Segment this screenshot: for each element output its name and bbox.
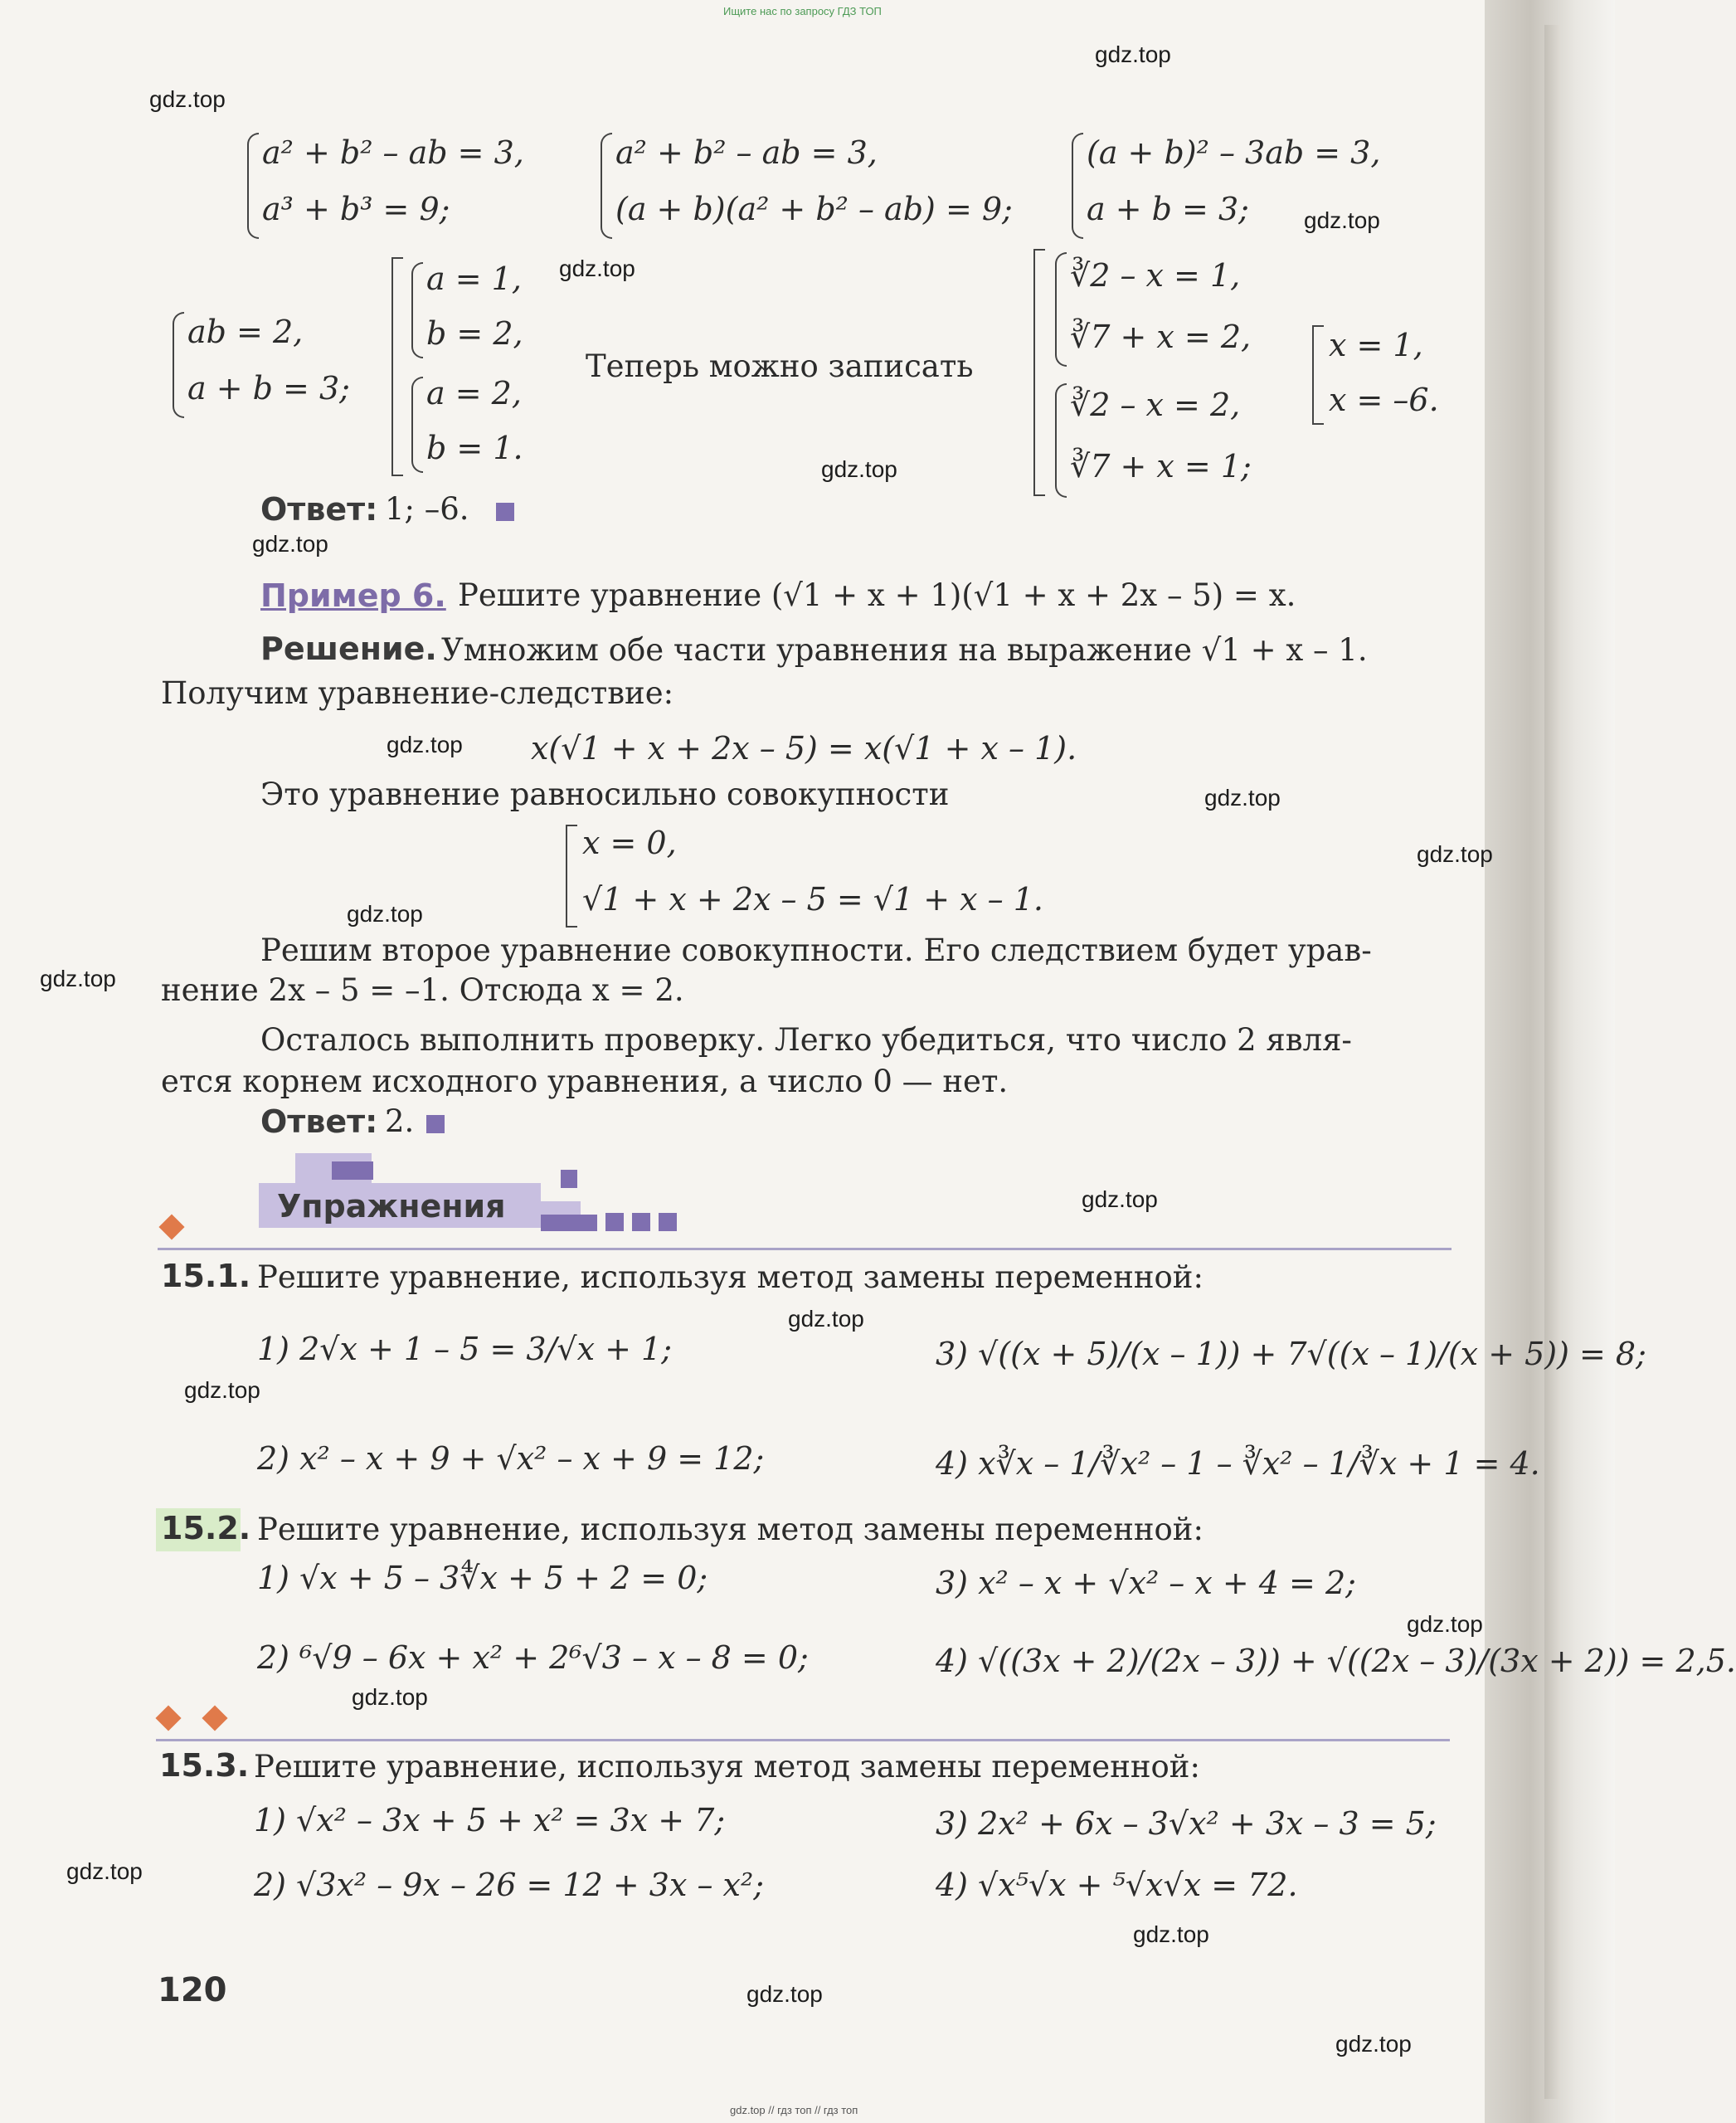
page-edge [1544,25,1559,2099]
system-line: ∛2 – x = 1, [1070,257,1241,294]
exercise-item: 2) ⁶√9 – 6x + x² + 2⁶√3 – x – 8 = 0; [257,1639,809,1676]
system-line: a + b = 3; [187,370,350,407]
paragraph: Это уравнение равносильно совокупности [260,777,950,812]
header-note: Ищите нас по запросу ГДЗ ТОП [723,5,882,17]
decor-block [659,1213,677,1231]
watermark: gdz.top [66,1858,143,1884]
exercise-item: 2) x² – x + 9 + √x² – x + 9 = 12; [257,1440,765,1477]
system-brace [173,312,184,418]
watermark: gdz.top [387,732,463,757]
paragraph: нение 2x – 5 = –1. Отсюда x = 2. [161,972,684,1008]
solution-text: Умножим обе части уравнения на выражение √1 + x – 1. [441,632,1368,668]
system-line: b = 2, [426,315,523,352]
watermark: gdz.top [1133,1921,1209,1947]
answer-value: 2. [385,1103,415,1139]
answer-label: Ответ: [260,491,378,528]
system-line: a + b = 3; [1087,191,1249,227]
exercise-text: Решите уравнение, используя метод замены переменной: [257,1512,1204,1547]
end-square-icon [426,1115,445,1133]
exercise-text: Решите уравнение, используя метод замены переменной: [254,1749,1200,1785]
decor-block [632,1213,650,1231]
set-bracket [1312,325,1324,425]
exercise-number: 15.3. [159,1747,250,1784]
watermark: gdz.top [352,1684,428,1710]
answer-label: Ответ: [260,1103,378,1140]
paragraph: Решим второе уравнение совокупности. Его следствием будет урав- [260,932,1372,968]
system-line: ab = 2, [187,314,304,350]
paragraph: Получим уравнение-следствие: [161,675,674,711]
exercise-item: 4) x∛x – 1/∛x² – 1 – ∛x² – 1/∛x + 1 = 4. [936,1445,1540,1482]
watermark: gdz.top [559,256,635,281]
paragraph: ется корнем исходного уравнения, а число 0 — нет. [161,1064,1009,1099]
watermark: gdz.top [821,456,897,482]
decor-block [541,1215,597,1231]
system-line: x = –6. [1329,382,1439,418]
footer-note: gdz.top // гдз топ // гдз топ [730,2104,858,2116]
exercise-item: 1) √x² – 3x + 5 + x² = 3x + 7; [254,1802,726,1838]
watermark: gdz.top [184,1377,260,1403]
decor-block [605,1213,624,1231]
system-line: (a + b)² – 3ab = 3, [1087,134,1381,171]
answer-value: 1; –6. [385,491,469,527]
section-title: Упражнения [277,1188,506,1225]
set-bracket [391,257,403,476]
watermark: gdz.top [746,1981,823,2007]
system-brace [247,133,259,239]
system-line: (a + b)(a² + b² – ab) = 9; [615,191,1013,227]
exercise-number: 15.2. [161,1510,251,1546]
exercise-item: 3) 2x² + 6x – 3√x² + 3x – 3 = 5; [936,1805,1437,1842]
exercise-number: 15.1. [161,1258,251,1294]
system-line: b = 1. [426,430,523,466]
decor-block [561,1170,577,1188]
system-line: ∛7 + x = 1; [1070,448,1252,484]
system-line: a² + b² – ab = 3, [262,134,524,171]
paragraph: Осталось выполнить проверку. Легко убедиться, что число 2 явля- [260,1022,1352,1058]
watermark: gdz.top [252,531,328,557]
set-line: x = 0, [582,825,677,861]
exercise-item: 3) x² – x + √x² – x + 4 = 2; [936,1565,1356,1601]
system-line: a² + b² – ab = 3, [615,134,878,171]
set-bracket [566,825,577,928]
end-square-icon [496,503,514,521]
exercise-item: 1) √x + 5 – 3∜x + 5 + 2 = 0; [257,1560,708,1596]
system-line: ∛7 + x = 2, [1070,319,1252,355]
page-number: 120 [158,1971,227,2009]
system-line: a = 1, [426,261,522,297]
system-brace [411,262,423,358]
exercise-item: 3) √((x + 5)/(x – 1)) + 7√((x – 1)/(x + 5)) = 8; [936,1336,1646,1372]
watermark: gdz.top [1204,785,1281,811]
solution-label: Решение. [260,631,437,667]
exercise-text: Решите уравнение, используя метод замены переменной: [257,1259,1204,1295]
watermark: gdz.top [1082,1186,1158,1212]
watermark: gdz.top [149,86,226,112]
exercise-item: 2) √3x² – 9x – 26 = 12 + 3x – x²; [254,1867,764,1903]
system-line: a³ + b³ = 9; [262,191,450,227]
equation: x(√1 + x + 2x – 5) = x(√1 + x – 1). [531,730,1077,767]
watermark: gdz.top [1095,41,1171,67]
exercise-item: 1) 2√x + 1 – 5 = 3/√x + 1; [257,1331,673,1367]
divider [158,1248,1452,1250]
set-line: √1 + x + 2x – 5 = √1 + x – 1. [582,881,1043,918]
example-label: Пример 6. [260,577,446,614]
system-line: ∛2 – x = 2, [1070,387,1241,423]
watermark: gdz.top [40,966,116,991]
now-write-text: Теперь можно записать [586,348,974,384]
system-brace [1072,133,1083,239]
watermark: gdz.top [1335,2031,1412,2057]
system-brace [601,133,612,239]
watermark: gdz.top [347,901,423,927]
system-line: a = 2, [426,375,522,411]
decor-block [332,1161,373,1180]
set-bracket [1033,249,1045,496]
watermark: gdz.top [1304,207,1380,233]
system-brace [411,377,423,473]
exercise-item: 4) √x⁵√x + ⁵√x√x = 72. [936,1867,1298,1903]
watermark: gdz.top [788,1306,864,1332]
watermark: gdz.top [1417,841,1493,867]
watermark: gdz.top [1407,1611,1483,1637]
divider [156,1739,1450,1741]
system-line: x = 1, [1329,327,1423,363]
exercise-item: 4) √((3x + 2)/(2x – 3)) + √((2x – 3)/(3x + 2)) = 2,5. [936,1643,1736,1679]
system-brace [1055,252,1067,367]
system-brace [1055,383,1067,498]
example-task: Решите уравнение (√1 + x + 1)(√1 + x + 2x – 5) = x. [458,577,1296,613]
